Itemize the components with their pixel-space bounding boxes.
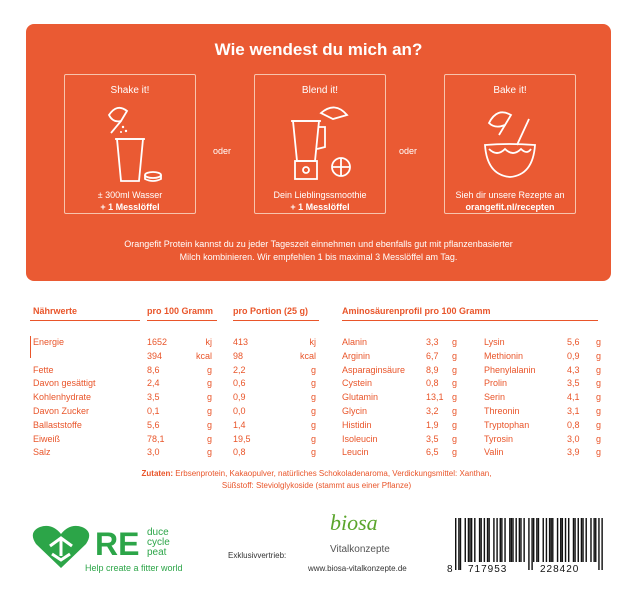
nutrition-u100: kj <box>205 337 212 347</box>
re-word-cycle: cycle <box>147 537 170 548</box>
barcode <box>455 518 603 570</box>
amino-v: 5,6 <box>567 337 580 347</box>
barcode-bar <box>573 518 574 562</box>
barcode-bar <box>523 518 524 562</box>
usage-note <box>66 238 571 264</box>
barcode-bar <box>557 518 558 562</box>
barcode-bar <box>546 518 547 562</box>
amino-v: 3,9 <box>567 447 580 458</box>
barcode-bar <box>496 518 497 562</box>
amino-v: 3,0 <box>567 433 580 444</box>
nutrition-up: g <box>310 433 316 444</box>
barcode-bar <box>552 518 553 562</box>
amino-name: Threonin <box>484 406 520 416</box>
usage-panel <box>26 24 611 281</box>
amino-u: g <box>452 350 458 361</box>
nutrition-u100: g <box>206 419 212 430</box>
amino-v: 3,2 <box>426 406 439 416</box>
amino-v: 3,5 <box>567 378 580 389</box>
barcode-bar <box>519 518 520 562</box>
barcode-bar <box>531 518 532 570</box>
card-shake-title: Shake it! <box>110 85 150 96</box>
amino-u: g <box>452 364 458 375</box>
amino-name: Tyrosin <box>484 433 514 444</box>
amino-name: Isoleucin <box>342 433 378 444</box>
card-shake <box>64 74 196 214</box>
nutrition-v100: 5,6 <box>147 419 160 430</box>
nutrition-v100: 2,4 <box>147 378 160 389</box>
amino-v: 4,1 <box>567 392 580 403</box>
re-words <box>147 528 170 558</box>
amino-u: g <box>596 447 602 458</box>
amino-u: g <box>452 433 458 444</box>
amino-u: g <box>596 419 602 430</box>
amino-u: g <box>452 419 458 430</box>
nutrition-up: g <box>310 419 316 430</box>
amino-v: 13,1 <box>426 392 444 403</box>
barcode-bar <box>528 518 529 570</box>
barcode-bar <box>543 518 544 562</box>
barcode-bar <box>520 518 521 562</box>
re-big: RE <box>95 526 140 562</box>
amino-name: Leucin <box>342 447 369 458</box>
nutrition-vp: 1,4 <box>233 419 246 430</box>
barcode-bar <box>471 518 472 562</box>
nutrition-up: kcal <box>299 350 316 361</box>
amino-name: Cystein <box>342 378 373 389</box>
nutrition-vp: 0,9 <box>233 392 246 403</box>
nutrition-up: g <box>310 392 316 403</box>
biosa-logo: biosa <box>330 510 378 535</box>
amino-name: Glutamin <box>342 392 379 403</box>
header-per100: pro 100 Gramm <box>147 306 214 316</box>
card-bake-title: Bake it! <box>493 85 527 96</box>
amino-v: 0,8 <box>567 419 580 430</box>
barcode-bar <box>460 518 461 570</box>
zutaten-label: Zutaten: <box>141 469 174 478</box>
barcode-digit-2: 717953 <box>468 564 508 575</box>
amino-name: Arginin <box>342 350 371 361</box>
barcode-bar <box>474 518 475 562</box>
card-blend <box>254 74 386 214</box>
amino-u: g <box>596 350 602 361</box>
amino-v: 6,7 <box>426 350 439 361</box>
re-word-peat: peat <box>147 547 167 558</box>
amino-u: g <box>452 447 458 458</box>
barcode-bar <box>581 518 582 562</box>
amino-name: Serin <box>484 392 506 403</box>
barcode-bar <box>487 518 488 562</box>
biosa-url: www.biosa-vitalkonzepte.de <box>308 564 407 573</box>
nutrition-u100: g <box>206 447 212 458</box>
header-portion: pro Portion (25 g) <box>233 306 308 316</box>
barcode-bar <box>574 518 575 562</box>
recycle-heart-icon <box>30 524 92 570</box>
barcode-digit-3: 228420 <box>540 564 580 575</box>
barcode-bar <box>601 518 602 570</box>
nutrition-name: Energie <box>33 337 65 347</box>
amino-u: g <box>452 337 458 347</box>
barcode-bar <box>562 518 563 562</box>
nutrition-u100: g <box>206 433 212 444</box>
nutrition-vp: 19,5 <box>233 433 251 444</box>
nutrition-v100: 3,5 <box>147 392 160 403</box>
nutrition-vp: 0,6 <box>233 378 246 389</box>
ingredients-line2: Süßstoff: Steviolglykoside (stammt aus einer Pflanze) <box>221 481 412 490</box>
amino-name: Histidin <box>342 419 372 430</box>
nutrition-name: Kohlenhydrate <box>33 392 92 403</box>
usage-note-line1: Orangefit Protein kannst du zu jeder Tageszeit einnehmen und ebenfalls gut mit pflanzenbasierter <box>124 239 513 249</box>
rule-portion <box>233 320 319 321</box>
nutrition-vp: 413 <box>233 337 249 347</box>
amino-v: 0,9 <box>567 350 580 361</box>
exklusiv-label: Exklusivvertrieb: <box>228 551 287 560</box>
barcode-bar <box>469 518 470 562</box>
nutrition-name: Davon Zucker <box>33 406 90 416</box>
card-blend-title: Blend it! <box>301 85 339 96</box>
barcode-bar <box>595 518 596 562</box>
amino-name: Tryptophan <box>484 419 530 430</box>
nutrition-name: Davon gesättigt <box>33 378 96 389</box>
barcode-bar <box>578 518 579 562</box>
card-bake <box>444 74 576 214</box>
barcode-bar <box>455 518 456 570</box>
barcode-bar <box>468 518 469 562</box>
barcode-bar <box>533 518 534 562</box>
barcode-bar <box>593 518 594 562</box>
shaker-icon <box>65 99 195 187</box>
nutrition-vp: 2,2 <box>233 364 246 375</box>
oder-1: oder <box>213 146 232 156</box>
amino-name: Valin <box>484 447 504 458</box>
barcode-bar <box>479 518 480 562</box>
amino-v: 3,3 <box>426 337 439 347</box>
barcode-bar <box>493 518 494 562</box>
oder-2: oder <box>399 146 418 156</box>
barcode-bar <box>488 518 489 562</box>
card-shake-line2: + 1 Messlöffel <box>100 202 160 212</box>
amino-u: g <box>596 392 602 403</box>
amino-v: 8,9 <box>426 364 439 375</box>
nutrition-u100: g <box>206 378 212 389</box>
barcode-bar <box>512 518 513 562</box>
amino-v: 0,8 <box>426 378 439 389</box>
energy-bar <box>30 336 31 358</box>
amino-u: g <box>596 406 602 416</box>
nutrition-up: g <box>310 406 316 416</box>
nutrition-v100: 3,0 <box>147 447 160 458</box>
barcode-bar <box>585 518 586 562</box>
amino-name: Methionin <box>484 350 524 361</box>
vitalkonzepte: Vitalkonzepte <box>330 544 390 555</box>
amino-name: Lysin <box>484 337 505 347</box>
barcode-bar <box>568 518 569 562</box>
barcode-digit-1: 8 <box>447 564 453 575</box>
nutrition-up: g <box>310 447 316 458</box>
barcode-bar <box>509 518 510 562</box>
nutrition-name: Eiweiß <box>33 433 61 444</box>
nutrition-name: Salz <box>33 447 51 458</box>
barcode-bar <box>536 518 537 562</box>
usage-note-line2: Milch kombinieren. Wir empfehlen 1 bis maximal 3 Messlöffel am Tag. <box>179 252 458 262</box>
nutrition-vp: 0,8 <box>233 447 246 458</box>
rule-name <box>30 320 140 321</box>
amino-u: g <box>596 433 602 444</box>
card-shake-line1: ± 300ml Wasser <box>97 190 163 200</box>
nutrition-v100: 78,1 <box>147 433 165 444</box>
nutrition-up: kj <box>309 337 316 347</box>
nutrition-vp: 98 <box>233 350 244 361</box>
barcode-bar <box>560 518 561 562</box>
card-bake-line2: orangefit.nl/recepten <box>465 202 555 212</box>
rule-amino <box>342 320 598 321</box>
card-blend-line2: + 1 Messlöffel <box>290 202 350 212</box>
barcode-bar <box>484 518 485 562</box>
barcode-bar <box>465 518 466 562</box>
header-naehrwerte: Nährwerte <box>33 306 78 316</box>
amino-u: g <box>452 378 458 389</box>
amino-u: g <box>596 378 602 389</box>
amino-name: Glycin <box>342 406 368 416</box>
nutrition-v100: 1652 <box>147 337 168 347</box>
re-word-duce: duce <box>147 527 169 538</box>
barcode-bar <box>565 518 566 562</box>
barcode-bar <box>458 518 459 570</box>
nutrition-u100: kcal <box>195 350 212 361</box>
nutrition-vp: 0,0 <box>233 406 246 416</box>
reduce-logo <box>30 524 92 575</box>
barcode-bar <box>550 518 551 562</box>
barcode-bar <box>582 518 583 562</box>
nutrition-v100: 394 <box>147 350 163 361</box>
bowl-icon <box>445 99 575 187</box>
barcode-bar <box>549 518 550 562</box>
amino-u: g <box>596 337 602 347</box>
amino-v: 3,1 <box>567 406 580 416</box>
amino-name: Phenylalanin <box>484 364 536 375</box>
amino-v: 1,9 <box>426 419 439 430</box>
barcode-bar <box>480 518 481 562</box>
amino-name: Alanin <box>342 337 368 347</box>
amino-u: g <box>452 406 458 416</box>
rule-per100 <box>147 320 217 321</box>
nutrition-v100: 0,1 <box>147 406 160 416</box>
nutrition-up: g <box>310 364 316 375</box>
nutrition-name: Fette <box>33 364 54 375</box>
re-slogan: Help create a fitter world <box>85 563 183 573</box>
barcode-bar <box>511 518 512 562</box>
amino-name: Asparaginsäure <box>342 364 406 375</box>
amino-name: Prolin <box>484 378 508 389</box>
amino-v: 4,3 <box>567 364 580 375</box>
barcode-bar <box>538 518 539 562</box>
panel-title: Wie wendest du mich an? <box>214 40 423 59</box>
barcode-bar <box>515 518 516 562</box>
header-amino: Aminosäurenprofil pro 100 Gramm <box>342 306 491 316</box>
nutrition-u100: g <box>206 392 212 403</box>
amino-v: 3,5 <box>426 433 439 444</box>
card-blend-line1: Dein Lieblingssmoothie <box>273 190 367 200</box>
amino-v: 6,5 <box>426 447 439 458</box>
nutrition-u100: g <box>206 406 212 416</box>
nutrition-name: Ballaststoffe <box>33 419 82 430</box>
barcode-bar <box>504 518 505 562</box>
amino-u: g <box>452 392 458 403</box>
nutrition-up: g <box>310 378 316 389</box>
zutaten-text: Erbsenprotein, Kakaopulver, natürliches Schokoladenaroma, Verdickungsmittel: Xanthan, <box>173 469 492 478</box>
nutrition-u100: g <box>206 364 212 375</box>
ingredients-line1 <box>60 468 573 479</box>
barcode-bar <box>501 518 502 562</box>
barcode-bar <box>598 518 599 570</box>
card-bake-line1: Sieh dir unsere Rezepte an <box>455 190 565 200</box>
blender-icon <box>255 99 385 187</box>
amino-u: g <box>596 364 602 375</box>
barcode-bar <box>590 518 591 562</box>
nutrition-v100: 8,6 <box>147 364 160 375</box>
barcode-bar <box>500 518 501 562</box>
